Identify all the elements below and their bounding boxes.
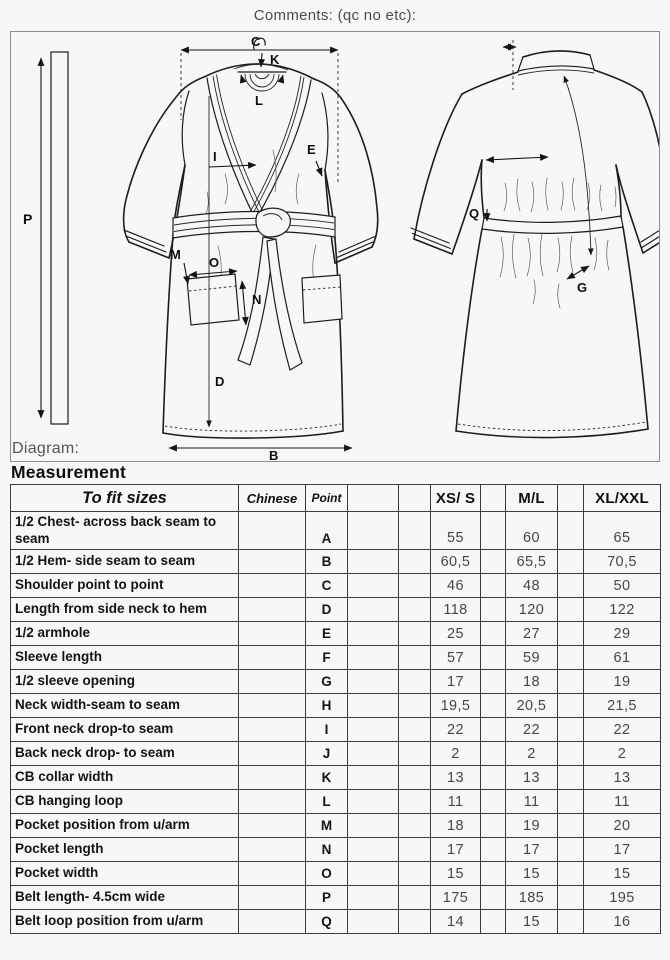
header-point: Point	[306, 485, 348, 512]
label-q: Q	[469, 206, 480, 221]
point-cell: A	[306, 512, 348, 550]
spacer-cell	[481, 862, 506, 886]
table-row	[11, 910, 661, 934]
chinese-cell	[239, 550, 306, 574]
value-m-l-cell: 48	[506, 574, 558, 598]
spacer-cell	[558, 766, 584, 790]
value-xl-xxl-cell: 17	[584, 838, 661, 862]
value-m-l-cell: 65,5	[506, 550, 558, 574]
label-d: D	[215, 374, 225, 389]
spacer-cell	[399, 838, 431, 862]
row-label-cell: 1/2 Hem- side seam to seam	[11, 550, 239, 574]
value-xl-xxl-cell: 50	[584, 574, 661, 598]
l-arrow-right	[281, 75, 283, 82]
label-o: O	[209, 255, 220, 270]
comments-label: Comments: (qc no etc):	[253, 7, 417, 24]
value-xs-s-cell: 19,5	[431, 694, 481, 718]
spacer-cell	[558, 910, 584, 934]
spacer-cell	[481, 814, 506, 838]
value-m-l-cell: 19	[506, 814, 558, 838]
value-xs-s-cell: 17	[431, 838, 481, 862]
spacer-cell	[481, 574, 506, 598]
spacer-cell	[481, 598, 506, 622]
spacer-cell	[348, 814, 399, 838]
spacer-cell	[348, 670, 399, 694]
row-label-cell: 1/2 Chest- across back seam to seam	[11, 512, 239, 550]
row-label-cell: Neck width-seam to seam	[11, 694, 239, 718]
diagram-label: Diagram:	[12, 440, 80, 457]
spacer-cell	[558, 886, 584, 910]
back-measure-marks	[486, 40, 591, 279]
value-xl-xxl-cell: 61	[584, 646, 661, 670]
value-m-l-cell: 18	[506, 670, 558, 694]
header-m-l: M/L	[506, 485, 558, 512]
value-xl-xxl-cell: 122	[584, 598, 661, 622]
row-label-cell: 1/2 armhole	[11, 622, 239, 646]
header-xs-s: XS/ S	[431, 485, 481, 512]
chinese-cell	[239, 694, 306, 718]
point-cell: B	[306, 550, 348, 574]
spacer-cell	[399, 550, 431, 574]
spacer-cell	[348, 574, 399, 598]
table-row	[11, 814, 661, 838]
spacer-cell	[558, 814, 584, 838]
value-xl-xxl-cell: 29	[584, 622, 661, 646]
value-xl-xxl-cell: 15	[584, 862, 661, 886]
spacer-cell	[558, 646, 584, 670]
value-m-l-cell: 20,5	[506, 694, 558, 718]
g-arrow	[567, 266, 589, 279]
spacer-cell	[399, 574, 431, 598]
spacer-cell	[348, 862, 399, 886]
spacer-cell	[399, 670, 431, 694]
header-xl-xxl: XL/XXL	[584, 485, 661, 512]
spacer-cell	[481, 790, 506, 814]
value-xl-xxl-cell: 65	[584, 512, 661, 550]
row-label-cell: CB hanging loop	[11, 790, 239, 814]
value-m-l-cell: 22	[506, 718, 558, 742]
value-m-l-cell: 120	[506, 598, 558, 622]
point-cell: Q	[306, 910, 348, 934]
spacer-cell	[558, 694, 584, 718]
header-chinese: Chinese	[239, 485, 306, 512]
spacer-cell	[481, 910, 506, 934]
chinese-cell	[239, 766, 306, 790]
table-row	[11, 886, 661, 910]
spacer-cell	[558, 670, 584, 694]
row-label-cell: Shoulder point to point	[11, 574, 239, 598]
robe-back-view	[411, 40, 659, 438]
table-row	[11, 694, 661, 718]
value-xs-s-cell: 18	[431, 814, 481, 838]
point-cell: H	[306, 694, 348, 718]
chinese-cell	[239, 646, 306, 670]
spacer-cell	[558, 598, 584, 622]
row-label-cell: Belt loop position from u/arm	[11, 910, 239, 934]
spacer-cell	[399, 718, 431, 742]
value-m-l-cell: 15	[506, 910, 558, 934]
spacer-cell	[399, 512, 431, 550]
table-row	[11, 550, 661, 574]
spacer-cell	[348, 550, 399, 574]
table-row	[11, 622, 661, 646]
spacer-cell	[348, 622, 399, 646]
label-i: I	[213, 149, 217, 164]
spacer-cell	[348, 742, 399, 766]
spacer-cell	[348, 790, 399, 814]
spacer-cell	[481, 550, 506, 574]
row-label-cell: 1/2 sleeve opening	[11, 670, 239, 694]
spacer-cell	[399, 862, 431, 886]
chinese-cell	[239, 862, 306, 886]
spacer-cell	[399, 766, 431, 790]
spacer-cell	[481, 512, 506, 550]
spacer-cell	[399, 790, 431, 814]
chinese-cell	[239, 622, 306, 646]
value-xs-s-cell: 22	[431, 718, 481, 742]
row-label-cell: Pocket width	[11, 862, 239, 886]
table-row	[11, 512, 661, 550]
value-xl-xxl-cell: 22	[584, 718, 661, 742]
value-xl-xxl-cell: 195	[584, 886, 661, 910]
spacer-cell	[348, 838, 399, 862]
spacer-cell	[481, 742, 506, 766]
garment-diagram	[11, 32, 659, 461]
table-header-row	[11, 485, 661, 512]
chinese-cell	[239, 742, 306, 766]
spacer-cell	[481, 886, 506, 910]
value-xs-s-cell: 11	[431, 790, 481, 814]
label-e: E	[307, 142, 316, 157]
table-row	[11, 646, 661, 670]
point-cell: E	[306, 622, 348, 646]
chinese-cell	[239, 512, 306, 550]
spacer-cell	[348, 694, 399, 718]
table-row	[11, 790, 661, 814]
spacer-cell	[348, 886, 399, 910]
spacer-cell	[558, 622, 584, 646]
row-label-cell: CB collar width	[11, 766, 239, 790]
n-arrow	[242, 281, 246, 325]
shawl-collar	[207, 64, 311, 228]
spacer-cell	[399, 598, 431, 622]
point-cell: C	[306, 574, 348, 598]
point-cell: K	[306, 766, 348, 790]
value-m-l-cell: 60	[506, 512, 558, 550]
value-xs-s-cell: 13	[431, 766, 481, 790]
table-row	[11, 718, 661, 742]
belt-flat-drawing	[41, 52, 68, 424]
label-c: C	[251, 34, 261, 49]
value-xl-xxl-cell: 2	[584, 742, 661, 766]
spacer-cell	[399, 622, 431, 646]
spacer-cell	[558, 718, 584, 742]
value-xl-xxl-cell: 16	[584, 910, 661, 934]
point-cell: O	[306, 862, 348, 886]
spacer-cell	[558, 862, 584, 886]
header-spacer	[558, 485, 584, 512]
value-xl-xxl-cell: 11	[584, 790, 661, 814]
k-arrow	[261, 53, 262, 67]
table-row	[11, 766, 661, 790]
table-row	[11, 574, 661, 598]
value-xl-xxl-cell: 70,5	[584, 550, 661, 574]
chinese-cell	[239, 718, 306, 742]
spacer-cell	[558, 838, 584, 862]
point-cell: N	[306, 838, 348, 862]
label-l: L	[255, 93, 263, 108]
spacer-cell	[481, 622, 506, 646]
hanging-loop	[245, 74, 279, 91]
chinese-cell	[239, 574, 306, 598]
value-m-l-cell: 17	[506, 838, 558, 862]
label-m: M	[170, 247, 181, 262]
row-label-cell: Back neck drop- to seam	[11, 742, 239, 766]
point-cell: L	[306, 790, 348, 814]
spacer-cell	[481, 646, 506, 670]
spacer-cell	[348, 512, 399, 550]
point-cell: J	[306, 742, 348, 766]
spacer-cell	[348, 766, 399, 790]
l-arrow-left	[241, 75, 243, 82]
m-arrow	[184, 263, 188, 284]
label-g: G	[577, 280, 588, 295]
label-n: N	[252, 292, 262, 307]
spacer-cell	[481, 766, 506, 790]
value-xs-s-cell: 57	[431, 646, 481, 670]
row-label-cell: Pocket position from u/arm	[11, 814, 239, 838]
value-m-l-cell: 13	[506, 766, 558, 790]
chinese-cell	[239, 670, 306, 694]
spacer-cell	[348, 910, 399, 934]
chinese-cell	[239, 910, 306, 934]
chinese-cell	[239, 886, 306, 910]
value-m-l-cell: 27	[506, 622, 558, 646]
robe-back-outline	[411, 51, 659, 438]
header-spacer	[348, 485, 399, 512]
spacer-cell	[481, 718, 506, 742]
spacer-cell	[399, 694, 431, 718]
table-body	[11, 512, 661, 934]
spacer-cell	[558, 790, 584, 814]
front-measure-marks	[169, 50, 352, 448]
value-xl-xxl-cell: 13	[584, 766, 661, 790]
value-xs-s-cell: 118	[431, 598, 481, 622]
point-cell: D	[306, 598, 348, 622]
value-m-l-cell: 11	[506, 790, 558, 814]
spacer-cell	[348, 646, 399, 670]
measurement-title: Measurement	[11, 462, 127, 482]
chinese-cell	[239, 814, 306, 838]
back-wrinkles	[500, 178, 616, 308]
spacer-cell	[481, 838, 506, 862]
spacer-cell	[558, 742, 584, 766]
value-xs-s-cell: 60,5	[431, 550, 481, 574]
measurement-table	[10, 484, 661, 934]
value-m-l-cell: 15	[506, 862, 558, 886]
spacer-cell	[399, 742, 431, 766]
row-label-cell: Front neck drop-to seam	[11, 718, 239, 742]
spacer-cell	[558, 512, 584, 550]
value-xs-s-cell: 14	[431, 910, 481, 934]
header-spacer	[399, 485, 431, 512]
table-row	[11, 742, 661, 766]
chinese-cell	[239, 598, 306, 622]
value-xs-s-cell: 25	[431, 622, 481, 646]
table-row	[11, 862, 661, 886]
diagram-box	[10, 31, 660, 462]
value-xs-s-cell: 17	[431, 670, 481, 694]
spacer-cell	[399, 814, 431, 838]
value-m-l-cell: 185	[506, 886, 558, 910]
spacer-cell	[558, 550, 584, 574]
value-xs-s-cell: 2	[431, 742, 481, 766]
spacer-cell	[399, 910, 431, 934]
point-cell: G	[306, 670, 348, 694]
label-k: K	[270, 52, 280, 67]
value-xs-s-cell: 55	[431, 512, 481, 550]
sleeve-length-curve	[564, 76, 591, 255]
value-m-l-cell: 2	[506, 742, 558, 766]
chinese-cell	[239, 838, 306, 862]
row-label-cell: Belt length- 4.5cm wide	[11, 886, 239, 910]
value-xs-s-cell: 15	[431, 862, 481, 886]
spacer-cell	[558, 574, 584, 598]
row-label-cell: Sleeve length	[11, 646, 239, 670]
point-cell: P	[306, 886, 348, 910]
table-row	[11, 598, 661, 622]
label-p: P	[23, 211, 33, 227]
value-xs-s-cell: 46	[431, 574, 481, 598]
value-xl-xxl-cell: 20	[584, 814, 661, 838]
label-b: B	[269, 448, 279, 461]
spacer-cell	[399, 646, 431, 670]
spacer-cell	[348, 718, 399, 742]
spacer-cell	[348, 598, 399, 622]
e-arrow	[316, 161, 322, 176]
robe-front-view	[124, 34, 378, 461]
value-xl-xxl-cell: 19	[584, 670, 661, 694]
chinese-cell	[239, 790, 306, 814]
header-spacer	[481, 485, 506, 512]
point-cell: I	[306, 718, 348, 742]
row-label-cell: Length from side neck to hem	[11, 598, 239, 622]
spacer-cell	[481, 670, 506, 694]
spacer-cell	[481, 694, 506, 718]
point-cell: F	[306, 646, 348, 670]
value-xl-xxl-cell: 21,5	[584, 694, 661, 718]
point-cell: M	[306, 814, 348, 838]
value-xs-s-cell: 175	[431, 886, 481, 910]
table-row	[11, 670, 661, 694]
back-width-arrow	[486, 157, 548, 160]
table-row	[11, 838, 661, 862]
row-label-cell: Pocket length	[11, 838, 239, 862]
spacer-cell	[399, 886, 431, 910]
robe-front-outline	[124, 64, 378, 438]
value-m-l-cell: 59	[506, 646, 558, 670]
header-to-fit-sizes: To fit sizes	[11, 485, 239, 512]
